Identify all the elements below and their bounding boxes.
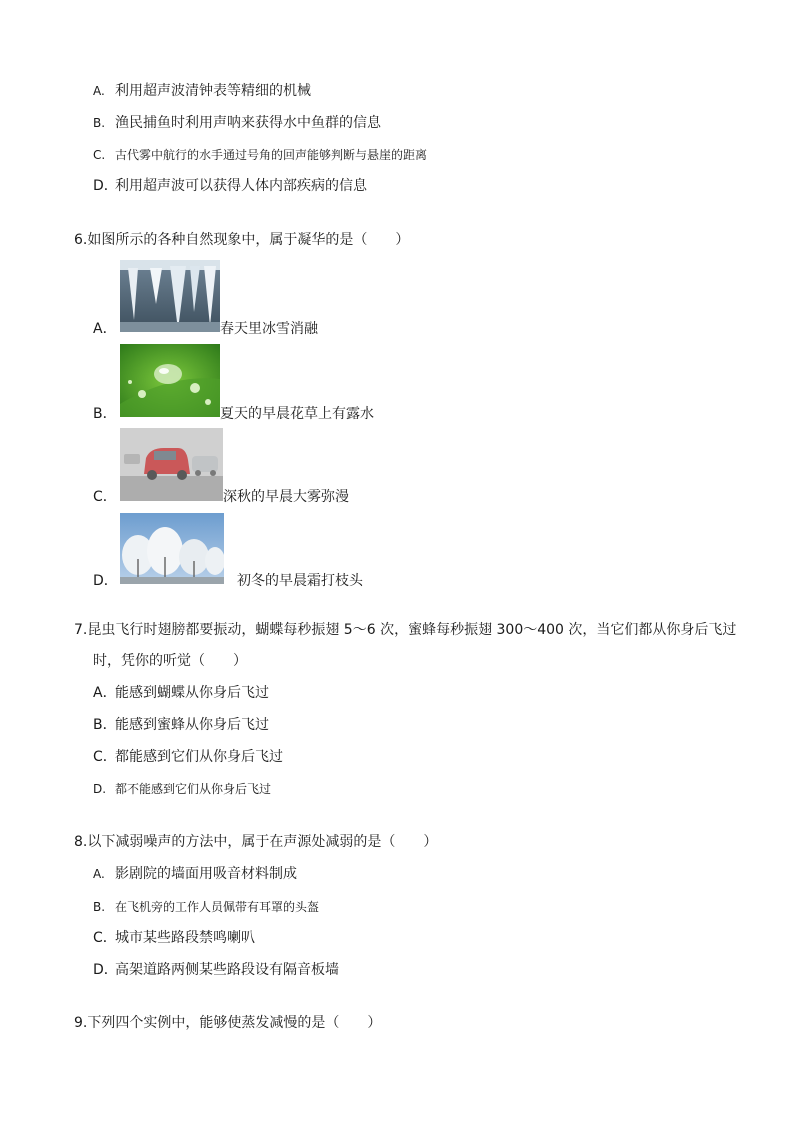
option-letter: D． [93,178,118,194]
q7-stem-line1: 7.昆虫飞行时翅膀都要振动，蝴蝶每秒振翅 5～6 次，蜜蜂每秒振翅 300～400 次，当它们都从你身后飞过 [74,622,737,638]
option-text: 能感到蝴蝶从你身后飞过 [115,685,269,701]
q6-option-a-letter: A． [93,321,117,337]
q7-option-a [93,684,269,702]
dew-drops-on-leaf-photo [120,344,220,417]
q7-option-b [93,716,269,734]
q6-option-c-letter: C． [93,489,117,505]
option-letter: C． [93,749,117,765]
q5-option-c [93,146,427,164]
option-text: 利用超声波可以获得人体内部疾病的信息 [115,178,367,194]
q6-option-c-caption: 深秋的早晨大雾弥漫 [223,489,349,505]
option-text: 高架道路两侧某些路段设有隔音板墙 [115,962,339,978]
option-text: 影剧院的墙面用吸音材料制成 [115,866,297,882]
frosted-trees-photo [120,513,224,584]
q6-option-d-caption: 初冬的早晨霜打枝头 [237,573,363,589]
option-letter: D. [93,782,107,796]
q5-option-d [93,177,367,195]
option-text: 利用超声波清钟表等精细的机械 [115,83,311,99]
q6-option-b-caption: 夏天的早晨花草上有露水 [220,406,374,422]
q8-option-c [93,929,255,947]
option-letter: D． [93,962,118,978]
option-letter: C． [93,930,117,946]
option-text: 能感到蜜蜂从你身后飞过 [115,717,269,733]
q8-option-d [93,961,339,979]
option-text: 在飞机旁的工作人员佩带有耳罩的头盔 [115,900,320,914]
icicles-waterfall-photo [120,260,220,332]
option-letter: A． [93,685,117,701]
option-letter: C. [93,148,106,162]
q5-option-b [93,114,381,132]
option-text: 城市某些路段禁鸣喇叭 [115,930,255,946]
q9-stem: 9.下列四个实例中，能够使蒸发减慢的是（ ） [74,1015,382,1031]
q7-option-c [93,748,283,766]
option-text: 古代雾中航行的水手通过号角的回声能够判断与悬崖的距离 [115,148,428,162]
q7-stem-line2: 时，凭你的听觉（ ） [93,653,247,669]
q8-stem: 8.以下减弱噪声的方法中，属于在声源处减弱的是（ ） [74,834,438,850]
q8-option-a [93,865,297,883]
option-letter: A. [93,84,105,98]
option-letter: B． [93,717,117,733]
option-letter: B. [93,116,106,130]
q6-stem: 6.如图所示的各种自然现象中，属于凝华的是（ ） [74,232,410,248]
q6-option-b-letter: B． [93,406,117,422]
option-letter: B. [93,900,106,914]
q6-option-a-caption: 春天里冰雪消融 [220,321,318,337]
option-text: 都不能感到它们从你身后飞过 [115,782,272,796]
q6-option-d-letter: D． [93,573,118,589]
q7-option-d [93,780,271,798]
q8-option-b [93,898,319,916]
q5-option-a [93,82,311,100]
option-letter: A. [93,867,105,881]
option-text: 都能感到它们从你身后飞过 [115,749,283,765]
option-text: 渔民捕鱼时利用声呐来获得水中鱼群的信息 [115,115,381,131]
foggy-road-red-car-photo [120,428,223,501]
